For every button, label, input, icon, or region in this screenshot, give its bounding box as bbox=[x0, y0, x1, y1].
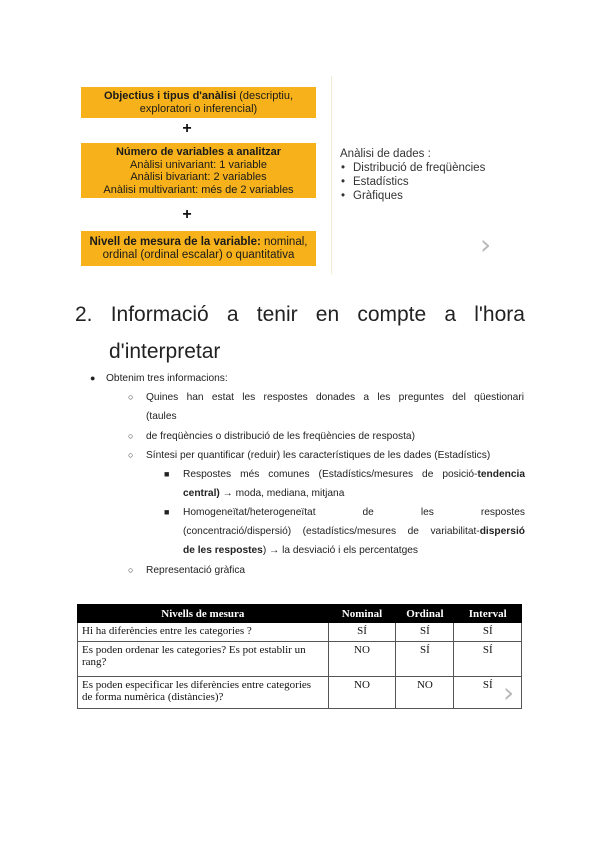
third-bullet-line bbox=[183, 484, 344, 503]
sub-bullet-text-cont: (taules bbox=[146, 411, 177, 422]
chevron-right-icon: › bbox=[503, 676, 515, 709]
variables-box bbox=[81, 143, 316, 198]
divider-line bbox=[331, 76, 332, 274]
heading-word: en bbox=[315, 303, 340, 326]
bullet-circle: ○ bbox=[128, 450, 134, 460]
third-bullet-line bbox=[183, 503, 525, 522]
sub-bullet-text: Quines han estat les respostes donades a les preguntes del qüestionari bbox=[146, 392, 524, 403]
bullet-circle: ○ bbox=[128, 392, 134, 402]
objectives-text: (descriptiu, exploratori o inferencial) bbox=[139, 90, 294, 115]
sub-bullet-text: Síntesi per quantificar (reduir) les característiques de les dades (Estadístics) bbox=[146, 450, 491, 461]
table-row bbox=[78, 642, 522, 677]
table-row bbox=[78, 677, 522, 709]
analysis-item: • Distribució de freqüències bbox=[353, 161, 485, 175]
third-bullet-line bbox=[183, 465, 525, 484]
measurement-levels-table bbox=[77, 604, 522, 709]
third-bullet-line bbox=[183, 541, 418, 560]
measurement-text: nominal, ordinal (ordinal escalar) o quantitativa bbox=[102, 236, 308, 261]
bullet-circle: ○ bbox=[128, 431, 134, 441]
heading-word: a bbox=[226, 303, 239, 326]
table-cell: NO bbox=[328, 642, 396, 677]
sub-bullet-text: de freqüències o distribució de les freqüències de resposta) bbox=[146, 431, 415, 442]
text-word: de bbox=[362, 507, 374, 518]
table-header: Nivells de mesura bbox=[78, 605, 329, 623]
objectives-title: Objectius i tipus d'anàlisi bbox=[103, 90, 237, 102]
variables-line: Anàlisi univariant: 1 variable bbox=[130, 158, 267, 171]
table-cell: SÍ bbox=[454, 623, 522, 642]
bullet-square: ■ bbox=[164, 507, 170, 517]
bullet-circle: ○ bbox=[128, 565, 134, 575]
measurement-box bbox=[81, 231, 316, 266]
bullet-text: Obtenim tres informacions: bbox=[106, 373, 228, 384]
text-word: respostes bbox=[480, 507, 525, 518]
third-bullet-line bbox=[183, 522, 525, 541]
text-word: Homogeneïtat/heterogeneïtat bbox=[183, 507, 316, 518]
bullet-dot: ● bbox=[90, 373, 96, 383]
text-part: → moda, mediana, mitjana bbox=[219, 488, 345, 499]
table-cell: SÍ bbox=[328, 623, 396, 642]
plus-sign-2: + bbox=[182, 206, 192, 223]
table-cell-question: Es poden ordenar les categories? Es pot establir un rang? bbox=[78, 642, 329, 677]
text-part: (concentració/dispersió) (estadístics/mesures de variabilitat- bbox=[183, 526, 480, 537]
chevron-right-icon: › bbox=[480, 228, 492, 261]
text-bold: central) bbox=[183, 488, 220, 499]
sub-bullet-text: Representació gràfica bbox=[146, 565, 246, 576]
table-cell-question: Hi ha diferències entre les categories ? bbox=[78, 623, 329, 642]
heading-line2: d'interpretar bbox=[109, 340, 221, 363]
table-header: Interval bbox=[454, 605, 522, 623]
analysis-title: Anàlisi de dades : bbox=[340, 148, 431, 160]
text-part: ) → la desviació i els percentatges bbox=[262, 545, 418, 556]
section-heading bbox=[75, 296, 525, 370]
text-word: les bbox=[420, 507, 434, 518]
heading-word: tenir bbox=[256, 303, 298, 326]
table-header-row bbox=[78, 605, 522, 623]
analysis-block bbox=[340, 147, 485, 203]
text-bold: de les respostes bbox=[183, 545, 263, 556]
heading-word: l'hora bbox=[474, 303, 525, 326]
variables-line: Anàlisi multivariant: més de 2 variables bbox=[103, 183, 294, 196]
measurement-title: Nivell de mesura de la variable: bbox=[89, 236, 261, 248]
variables-title: Número de variables a analitzar bbox=[115, 146, 282, 158]
heading-word: a bbox=[444, 303, 457, 326]
table-cell: SÍ bbox=[454, 677, 522, 709]
table-row bbox=[78, 623, 522, 642]
table-cell: NO bbox=[396, 677, 454, 709]
analysis-item: • Estadístics bbox=[353, 175, 485, 189]
heading-word: compte bbox=[357, 303, 427, 326]
bullet-square: ■ bbox=[164, 469, 170, 479]
heading-word: Informació bbox=[110, 303, 209, 326]
text-bold: tendencia bbox=[477, 469, 525, 480]
text-bold: dispersió bbox=[479, 526, 525, 537]
table-cell: SÍ bbox=[454, 642, 522, 677]
table-cell: NO bbox=[328, 677, 396, 709]
table-header: Ordinal bbox=[396, 605, 454, 623]
objectives-box bbox=[81, 87, 316, 118]
heading-number: 2. bbox=[75, 303, 93, 326]
plus-sign-1: + bbox=[182, 120, 192, 137]
variables-line: Anàlisi bivariant: 2 variables bbox=[130, 171, 267, 183]
analysis-item: • Gràfiques bbox=[353, 189, 485, 203]
table-cell: SÍ bbox=[396, 642, 454, 677]
text-part: Respostes més comunes (Estadístics/mesures de posició- bbox=[183, 469, 478, 480]
table-cell: SÍ bbox=[396, 623, 454, 642]
table-cell-question: Es poden especificar les diferències entre categories de forma numèrica (distàncies)? bbox=[78, 677, 329, 709]
table-header: Nominal bbox=[328, 605, 396, 623]
